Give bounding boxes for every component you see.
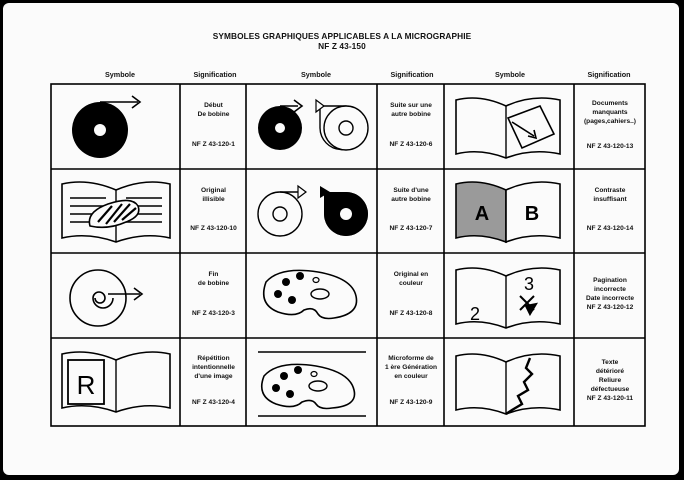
- column-header-signification: Signification: [587, 70, 631, 79]
- document-standard: NF Z 43-150: [318, 41, 366, 51]
- meaning-label: Pagination incorrecte Date incorrecte: [585, 277, 634, 302]
- meaning-cell: [378, 170, 444, 253]
- meaning-code: NF Z 43-120-10: [190, 225, 237, 232]
- meaning-code: NF Z 43-120-9: [389, 399, 433, 407]
- meaning-cell: [181, 339, 246, 426]
- meaning-label: Suite d'une autre bobine: [391, 187, 431, 203]
- incorrect-pagination-icon: [450, 262, 568, 334]
- meaning-label: Début De bobine: [197, 102, 230, 119]
- reel-end-icon: [58, 258, 174, 334]
- meaning-cell: [575, 85, 645, 169]
- meaning-code: NF Z 43-120-12: [586, 304, 634, 311]
- deteriorated-text-icon: [450, 348, 568, 420]
- meaning-cell: [378, 85, 444, 169]
- meaning-cell: [575, 339, 645, 426]
- column-header-symbole: Symbole: [105, 70, 135, 79]
- meaning-code: NF Z 43-120-13: [586, 143, 634, 150]
- reel-from-previous-icon: [250, 176, 374, 250]
- meaning-cell: [575, 254, 645, 338]
- meaning-label: Contraste insuffisant: [593, 187, 627, 203]
- meaning-cell: [378, 339, 444, 426]
- page-number-right: 3: [524, 274, 535, 294]
- color-palette-icon: [256, 262, 368, 328]
- meaning-code: NF Z 43-120-3: [192, 309, 235, 317]
- meaning-label: Fin de bobine: [197, 271, 230, 288]
- reel-continuation-icon: [250, 90, 374, 164]
- page-number-left: 2: [470, 304, 481, 324]
- meaning-cell: [181, 254, 246, 338]
- letter-r: R: [76, 370, 96, 400]
- insufficient-contrast-icon: [450, 176, 568, 248]
- meaning-label: Suite sur une autre bobine: [390, 102, 432, 119]
- letter-b: B: [524, 203, 540, 225]
- meaning-label: Documents manquants (pages,cahiers..): [583, 100, 637, 125]
- meaning-label: Original en couleur: [393, 271, 429, 288]
- meaning-cell: [575, 170, 645, 253]
- meaning-code: NF Z 43-120-11: [586, 395, 634, 402]
- meaning-cell: [378, 254, 444, 338]
- first-generation-color-microform-icon: [254, 348, 370, 420]
- meaning-label: Répétition intentionnelle d'une image: [192, 354, 235, 380]
- meaning-cell: [181, 85, 246, 169]
- meaning-code: NF Z 43-120-7: [389, 225, 433, 232]
- column-header-symbole: Symbole: [301, 70, 331, 79]
- column-header-signification: Signification: [390, 70, 434, 79]
- column-header-symbole: Symbole: [495, 70, 525, 79]
- intentional-repeat-icon: [56, 346, 176, 418]
- letter-a: A: [474, 203, 490, 225]
- meaning-label: Microforme de 1 ère Génération en couleur: [384, 354, 438, 380]
- reel-start-icon: [58, 90, 174, 164]
- meaning-label: Texte détérioré Reliure défectueuse: [590, 359, 630, 393]
- meaning-code: NF Z 43-120-4: [192, 399, 235, 407]
- meaning-label: Original illisible: [201, 187, 226, 203]
- meaning-code: NF Z 43-120-14: [586, 225, 634, 232]
- document-title: SYMBOLES GRAPHIQUES APPLICABLES A LA MICROGRAPHIE: [212, 31, 472, 41]
- column-header-signification: Signification: [193, 70, 237, 79]
- missing-documents-icon: [450, 92, 568, 164]
- meaning-code: NF Z 43-120-1: [192, 140, 235, 148]
- meaning-code: NF Z 43-120-6: [389, 140, 433, 148]
- meaning-cell: [181, 170, 246, 253]
- illegible-original-icon: [56, 176, 176, 248]
- meaning-code: NF Z 43-120-8: [389, 309, 433, 317]
